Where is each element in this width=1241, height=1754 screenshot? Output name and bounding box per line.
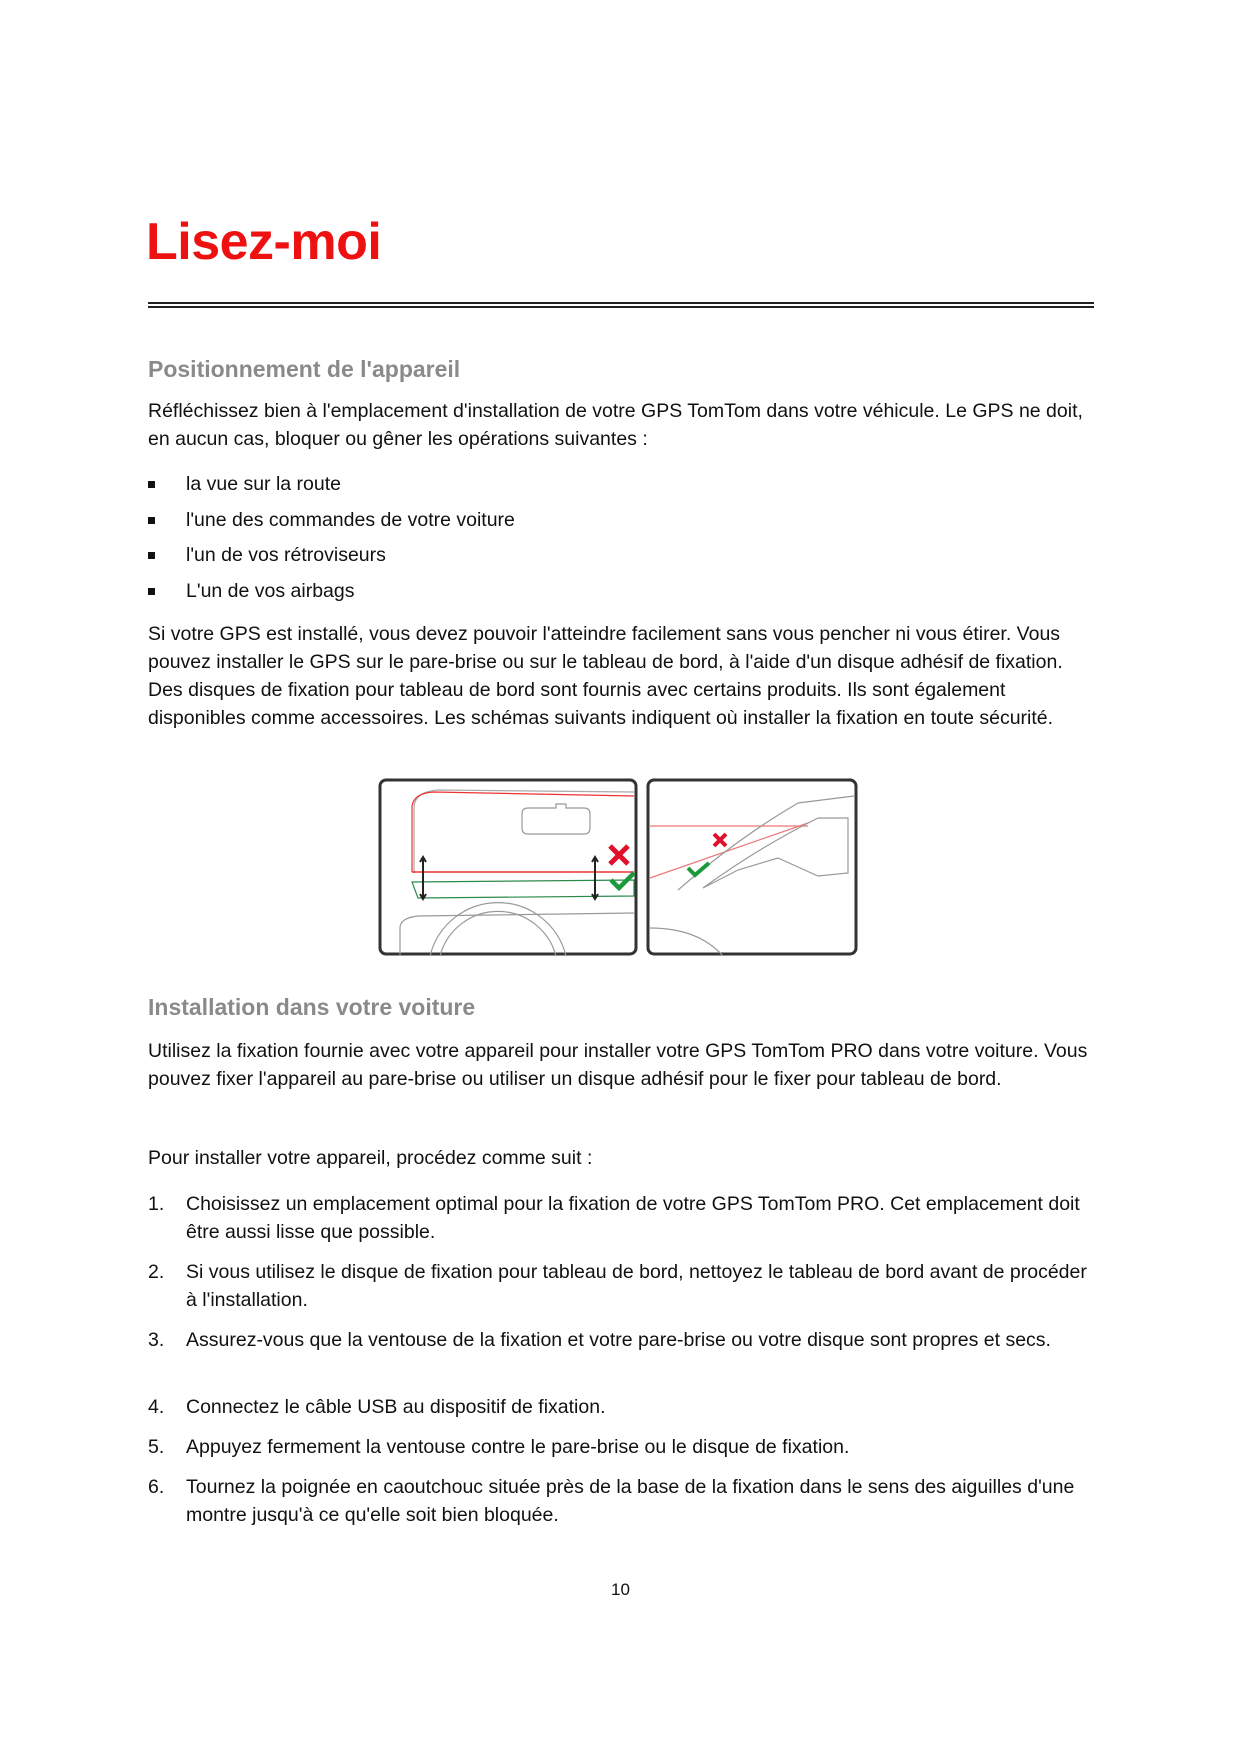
step-item (148, 1190, 1094, 1246)
bullet-square-icon (148, 481, 155, 488)
positioning-body: Si votre GPS est installé, vous devez pouvoir l'atteindre facilement sans vous pencher ni vous étirer. Vous pouvez installer le GPS sur le pare-brise ou sur le tableau de bord, à l'aide d'un disque adhésif de fixation. Des disques de fixation pour tableau de bord sont fournis avec certains produits. Ils sont également disponibles comme accessoires. Les schémas suivants indiquent où installer la fixation en toute sécurité. (148, 623, 1063, 729)
bullet-square-icon (148, 517, 155, 524)
step-number: 1. (148, 1193, 165, 1215)
step-item (148, 1393, 1094, 1421)
bullet-text: L'un de vos airbags (186, 579, 355, 602)
page-number: 10 (611, 1580, 630, 1599)
bullet-item (148, 470, 1094, 506)
page-title: Lisez-moi (146, 213, 382, 271)
section-heading-positioning: Positionnement de l'appareil (148, 356, 461, 382)
step-item (148, 1258, 1094, 1314)
step-text: Si vous utilisez le disque de fixation pour tableau de bord, nettoyez le tableau de bord avant de procéder à l'installation. (186, 1261, 1087, 1311)
bullet-item (148, 577, 1094, 613)
step-item (148, 1326, 1094, 1354)
windscreen-side-view (648, 780, 856, 956)
step-number: 6. (148, 1476, 165, 1498)
positioning-bullet-list (148, 470, 1094, 612)
step-text: Connectez le câble USB au dispositif de fixation. (186, 1396, 606, 1418)
step-number: 2. (148, 1261, 165, 1283)
bullet-square-icon (148, 588, 155, 595)
step-text: Tournez la poignée en caoutchouc située près de la base de la fixation dans le sens des aiguilles d'une montre jusqu'à ce qu'elle soit bien bloquée. (186, 1476, 1075, 1526)
bullet-item (148, 541, 1094, 577)
step-item (148, 1433, 1094, 1461)
positioning-intro: Réfléchissez bien à l'emplacement d'installation de votre GPS TomTom dans votre véhicule. Le GPS ne doit, en aucun cas, bloquer ou gêner les opérations suivantes : (148, 400, 1083, 450)
step-number: 4. (148, 1396, 165, 1418)
bullet-square-icon (148, 552, 155, 559)
step-number: 3. (148, 1329, 165, 1351)
bullet-text: l'un de vos rétroviseurs (186, 544, 386, 566)
installation-lead: Pour installer votre appareil, procédez comme suit : (148, 1147, 593, 1169)
mounting-diagram (378, 778, 860, 958)
title-divider (148, 302, 1094, 308)
installation-intro: Utilisez la fixation fournie avec votre appareil pour installer votre GPS TomTom PRO dans votre voiture. Vous pouvez fixer l'appareil au pare-brise ou utiliser un disque adhésif pour le fixer pour tableau de bord. (148, 1040, 1088, 1090)
step-text: Choisissez un emplacement optimal pour la fixation de votre GPS TomTom PRO. Cet emplacement doit être aussi lisse que possible. (186, 1193, 1080, 1243)
bullet-text: la vue sur la route (186, 473, 342, 495)
step-item (148, 1473, 1094, 1529)
step-number: 5. (148, 1436, 165, 1458)
step-text: Appuyez fermement la ventouse contre le pare-brise ou le disque de fixation. (186, 1436, 850, 1458)
bullet-text: l'une des commandes de votre voiture (186, 508, 515, 531)
step-text: Assurez-vous que la ventouse de la fixation et votre pare-brise ou votre disque sont propres et secs. (186, 1329, 1051, 1351)
bullet-item (148, 506, 1094, 542)
section-heading-installation: Installation dans votre voiture (148, 994, 476, 1020)
windscreen-front-view (380, 780, 636, 956)
